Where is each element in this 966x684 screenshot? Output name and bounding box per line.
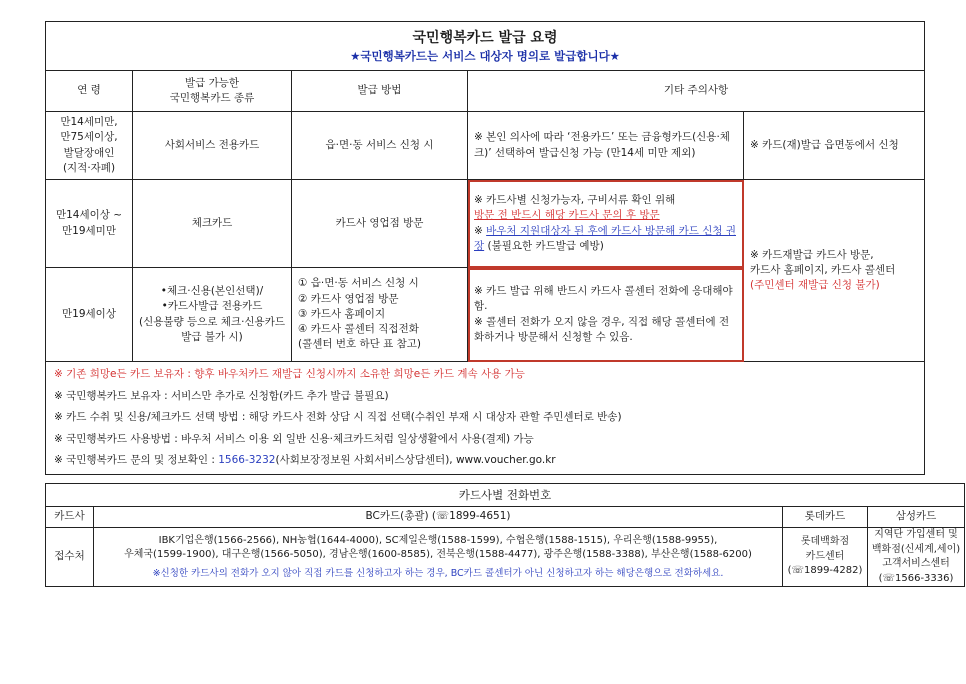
row1-note: ※ 본인 의사에 따라 ‘전용카드’ 또는 금융형카드(신용·체크)’ 선택하여 발급신청 가능 (만14세 미만 제외) xyxy=(468,112,744,180)
lotte-contact xyxy=(783,528,868,587)
row3-method-line: ① 읍·면·동 서비스 신청 시 xyxy=(298,277,419,290)
header-card-type-line2: 국민행복카드 종류 xyxy=(169,92,255,104)
bc-bank-list xyxy=(94,528,783,587)
row3-method-line: ③ 카드사 홈페이지 xyxy=(298,307,386,320)
footnote-inquiry xyxy=(46,450,924,472)
samsung-contact xyxy=(868,528,965,587)
row3-card-type xyxy=(133,268,292,362)
samsung-phone: (☏1566-3336) xyxy=(878,572,954,584)
row1-age-line: 만75세이상, xyxy=(60,131,118,144)
card-phone-table xyxy=(45,483,965,587)
bc-note: ※신청한 카드사의 전화가 오지 않아 직접 카드를 신청하고자 하는 경우, BC카드 콜센터가 아닌 신청하고자 하는 해당은행으로 전화하세요. xyxy=(152,567,724,579)
row2-age xyxy=(46,180,133,268)
lotte-line: 롯데백화점 xyxy=(800,536,850,548)
footnotes xyxy=(46,362,925,475)
row-label-reception: 접수처 xyxy=(46,528,94,587)
row2-note-recommend xyxy=(474,224,739,254)
row1-age-line: 만14세미만, xyxy=(60,116,118,129)
row3-card-line: •체크·신용(본인선택)/ xyxy=(160,285,264,298)
reissue-note-line: ※ 카드재발급 카드사 방문, xyxy=(750,248,874,261)
lotte-card-header: 롯데카드 xyxy=(783,507,868,528)
inquiry-suffix: (사회보장정보원 사회서비스상담센터), www.voucher.go.kr xyxy=(275,454,556,466)
row2-method: 카드사 영업점 방문 xyxy=(292,180,468,268)
header-card-type-line1: 발급 가능한 xyxy=(184,76,240,89)
phone-table-title: 카드사별 전화번호 xyxy=(46,484,965,507)
row3-method-line: ④ 카드사 콜센터 직접전화 xyxy=(298,323,419,336)
row1-card-type: 사회서비스 전용카드 xyxy=(133,112,292,180)
header-card-type xyxy=(133,71,292,112)
inquiry-phone: 1566-3232 xyxy=(218,454,276,466)
issuance-guide-table xyxy=(45,21,925,475)
header-notes: 기타 주의사항 xyxy=(468,71,925,112)
row2-note xyxy=(468,180,744,268)
row1-note-reissue: ※ 카드(재)발급 읍면동에서 신청 xyxy=(744,112,925,180)
page-subtitle: ★국민행복카드는 서비스 대상자 명의로 발급합니다★ xyxy=(350,48,620,63)
row2-note-prefix: ※ xyxy=(474,224,487,237)
header-age: 연 령 xyxy=(46,71,133,112)
row3-note-line: ※ 카드 발급 위해 반드시 카드사 콜센터 전화에 응대해야 함. xyxy=(474,285,733,313)
row2-note-blue: 바우처 지원대상자 된 후에 카드사 방문해 카드 신청 권장 xyxy=(474,224,736,252)
row2-card-type: 체크카드 xyxy=(133,180,292,268)
footnote-card-holder: ※ 국민행복카드 보유자 : 서비스만 추가로 신청함(카드 추가 발급 불필요) xyxy=(54,389,389,402)
row2-note-line: ※ 카드사별 신청가능자, 구비서류 확인 위해 xyxy=(474,194,676,207)
samsung-card-header: 삼성카드 xyxy=(868,507,965,528)
row2-age-line: 만14세이상 ~ xyxy=(55,209,123,222)
footnote-existing-card: ※ 기존 희망e든 카드 보유자 : 향후 바우처카드 재발급 신청시까지 소유한 희망e든 카드 계속 사용 가능 xyxy=(54,368,525,380)
row2-age-line: 만19세미만 xyxy=(62,224,116,237)
row3-method-line: ② 카드사 영업점 방문 xyxy=(298,292,399,305)
row3-card-paren: (신용불량 등으로 체크·신용카드 발급 불가 시) xyxy=(139,315,285,343)
bc-bank-line: IBK기업은행(1566-2566), NH농협(1644-4000), SC제일은행(1588-1599), 수협은행(1588-1515), 우리은행(1588-9955), xyxy=(158,534,718,546)
samsung-line: 백화점(신세계,세이) xyxy=(871,543,961,555)
row1-age-line: (지적·자폐) xyxy=(62,161,116,174)
reissue-note-line: 카드사 홈페이지, 카드사 콜센터 xyxy=(750,263,896,276)
row3-card-line: •카드사발급 전용카드 xyxy=(161,300,263,313)
reissue-note xyxy=(744,180,925,362)
footnote-usage: ※ 국민행복카드 사용방법 : 바우처 서비스 이용 외 일반 신용·체크카드처럼 일상생활에서 사용(결제) 가능 xyxy=(54,432,534,445)
row1-age-line: 발달장애인 xyxy=(63,146,115,159)
lotte-line: 카드센터 xyxy=(805,550,845,562)
row2-note-suffix: (불필요한 카드발급 예방) xyxy=(484,239,604,252)
page-title: 국민행복카드 발급 요령 xyxy=(412,29,558,46)
row3-method xyxy=(292,268,468,362)
lotte-phone: (☏1899-4282) xyxy=(787,565,863,577)
inquiry-prefix: ※ 국민행복카드 문의 및 정보확인 : xyxy=(54,454,219,466)
header-method: 발급 방법 xyxy=(292,71,468,112)
bc-card-header: BC카드(총괄) (☏1899-4651) xyxy=(94,507,783,528)
col-company: 카드사 xyxy=(46,507,94,528)
row1-age xyxy=(46,112,133,180)
row3-age: 만19세이상 xyxy=(46,268,133,362)
row1-method: 읍·면·동 서비스 신청 시 xyxy=(292,112,468,180)
bc-bank-line: 우체국(1599-1900), 대구은행(1566-5050), 경남은행(1600-8585), 전북은행(1588-4477), 광주은행(1588-3388), 부산은행(1588-6200) xyxy=(124,549,752,561)
footnote-card-receipt: ※ 카드 수취 및 신용/체크카드 선택 방법 : 해당 카드사 전화 상담 시 직접 선택(수취인 부재 시 대상자 관할 주민센터로 반송) xyxy=(54,411,622,423)
row3-note xyxy=(468,268,744,362)
samsung-line: 고객서비스센터 xyxy=(882,558,950,569)
row3-method-line: (콜센터 번호 하단 표 참고) xyxy=(298,338,421,351)
row2-note-warning: 방문 전 반드시 해당 카드사 문의 후 방문 xyxy=(474,209,660,222)
reissue-note-warning: (주민센터 재발급 신청 불가) xyxy=(750,279,880,292)
samsung-line: 지역단 가입센터 및 xyxy=(874,529,958,540)
row3-note-line: ※ 콜센터 전화가 오지 않을 경우, 직접 해당 콜센터에 전화하거나 방문해서 신청할 수 있음. xyxy=(474,315,730,343)
title-cell xyxy=(46,22,925,71)
